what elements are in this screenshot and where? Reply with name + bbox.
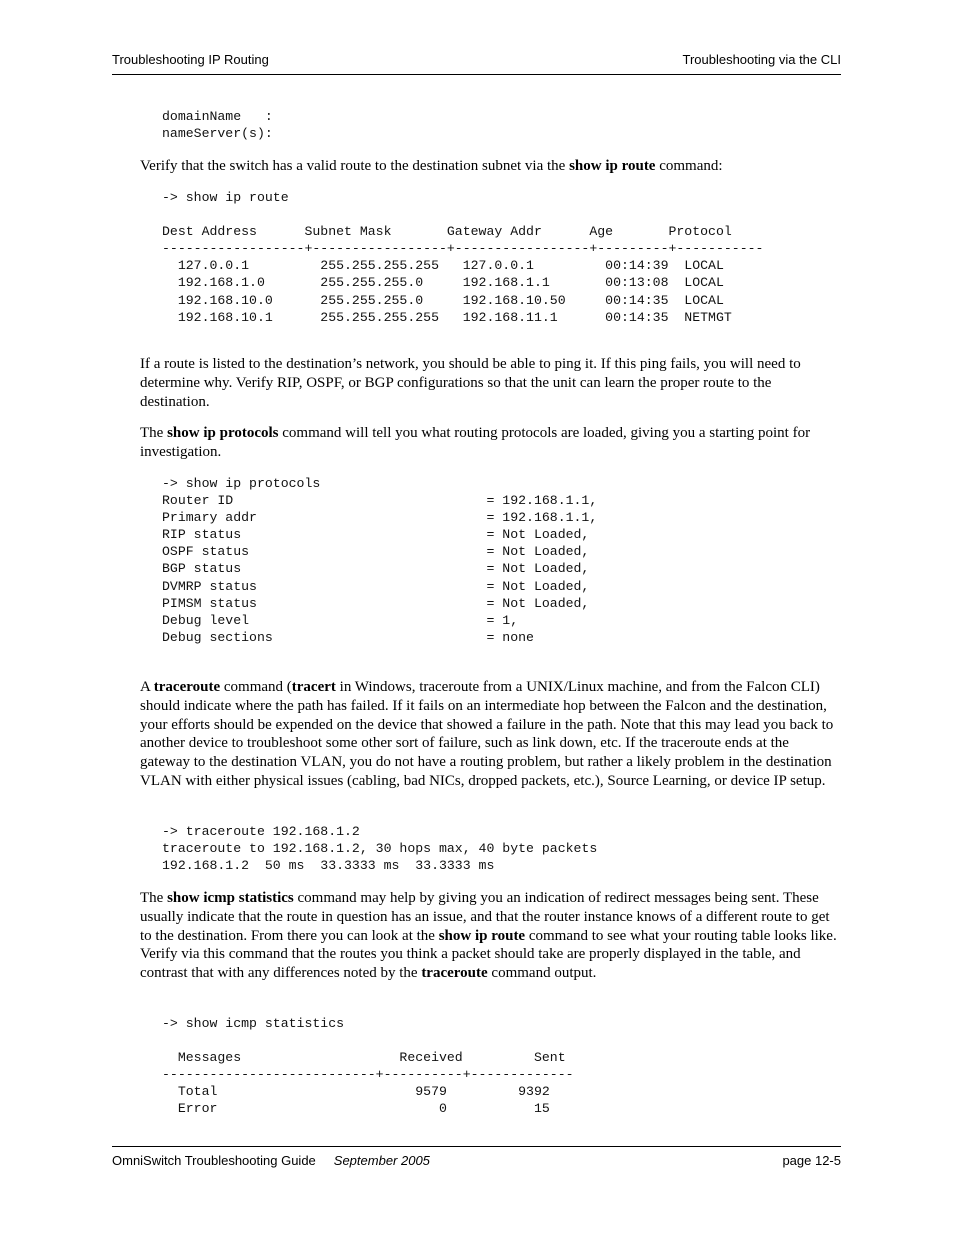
text-run: command to see what your routing table looks like. Verify via this command that the routes you think a packet should take are properly displayed in the table, and contrast that with any differences noted by the	[140, 927, 837, 982]
paragraph-icmp	[140, 889, 840, 983]
command-name: tracert	[291, 679, 336, 695]
command-name: traceroute	[421, 965, 488, 982]
page-footer	[112, 1146, 841, 1168]
text-run: A	[140, 679, 154, 695]
code-show-icmp-statistics: -> show icmp statistics Messages Received Sent ---------------------------+----------+------------- Total 9579 9392 Error 0 15	[162, 1016, 574, 1117]
text-run: command output.	[487, 965, 597, 982]
code-show-ip-protocols: -> show ip protocols Router ID = 192.168.1.1, Primary addr = 192.168.1.1, RIP status = Not Loaded, OSPF status = Not Loaded, BGP status = Not Loaded, DVMRP status = Not Loaded, PIMSM status = Not Loaded, Debug level = 1, Debug sections = none	[162, 476, 598, 645]
paragraph-verify-route	[140, 157, 840, 176]
footer-date: September 2005	[333, 1153, 430, 1168]
paragraph-ping: If a route is listed to the destination’s network, you should be able to ping it. If this ping fails, you will need to determine why. Verify RIP, OSPF, or BGP configurations so that the unit can learn the proper route to the destination.	[140, 356, 801, 410]
code-domain-nameserver: domainName : nameServer(s):	[162, 109, 273, 142]
text-run: in Windows, traceroute from a UNIX/Linux machine, and from the Falcon CLI) should indicate where the path has failed. If it fails on an intermediate hop between the Falcon and the destination, your efforts should be expended on the device that showed a failure in the path. Note that this may lead you back to another device to troubleshoot some other sort of failure, such as link down, etc. If the traceroute ends at the gateway to the destination VLAN, you do not have a routing problem, but rather a likely problem in the destination VLAN with either physical issues (cabling, bad NICs, dropped packets, etc.), Source Learning, or device IP setup.	[140, 679, 834, 789]
footer-guide-title: OmniSwitch Troubleshooting Guide	[112, 1153, 316, 1168]
footer-page-number: page 12-5	[782, 1153, 841, 1168]
command-name: show icmp statistics	[167, 890, 294, 906]
command-name: show ip route	[569, 158, 656, 174]
text-run: command will tell you what routing protocols are loaded, giving you a starting point for investigation.	[140, 425, 811, 460]
command-name: show ip route	[438, 927, 526, 944]
text-run: command may help by giving you an indication of redirect messages being sent. These usually indicate that the route in question has an issue, and that the router instance knows of a different route to get to the destination. From there you can look at the	[140, 890, 830, 944]
footer-left	[112, 1153, 430, 1168]
text-run: The	[140, 890, 168, 906]
text-run: command:	[655, 158, 723, 174]
text-run: Verify that the switch has a valid route to the destination subnet via the	[140, 158, 570, 174]
page-header	[112, 52, 841, 75]
code-traceroute: -> traceroute 192.168.1.2 traceroute to 192.168.1.2, 30 hops max, 40 byte packets 192.168.1.2 50 ms 33.3333 ms 33.3333 ms	[162, 824, 598, 874]
code-show-ip-route: -> show ip route Dest Address Subnet Mask Gateway Addr Age Protocol ------------------+-----------------+-----------------+---------+----------- 127.0.0.1 255.255.255.255 127.0.0.1 00:14:39 LOCAL 192.168.1.0 255.255.255.0 192.168.1.1 00:13:08 LOCAL 192.168.10.0 255.255.255.0 192.168.10.50 00:14:35 LOCAL 192.168.10.1 255.255.255.255 192.168.11.1 00:14:35 NETMGT	[162, 190, 764, 325]
header-section-title: Troubleshooting IP Routing	[112, 52, 269, 67]
paragraph-traceroute	[140, 678, 840, 791]
paragraph-protocols	[140, 424, 840, 462]
command-name: traceroute	[153, 679, 221, 695]
text-run: The	[140, 425, 168, 441]
header-chapter-title: Troubleshooting via the CLI	[682, 52, 841, 67]
command-name: show ip protocols	[167, 425, 279, 441]
text-run: command (	[220, 679, 292, 695]
